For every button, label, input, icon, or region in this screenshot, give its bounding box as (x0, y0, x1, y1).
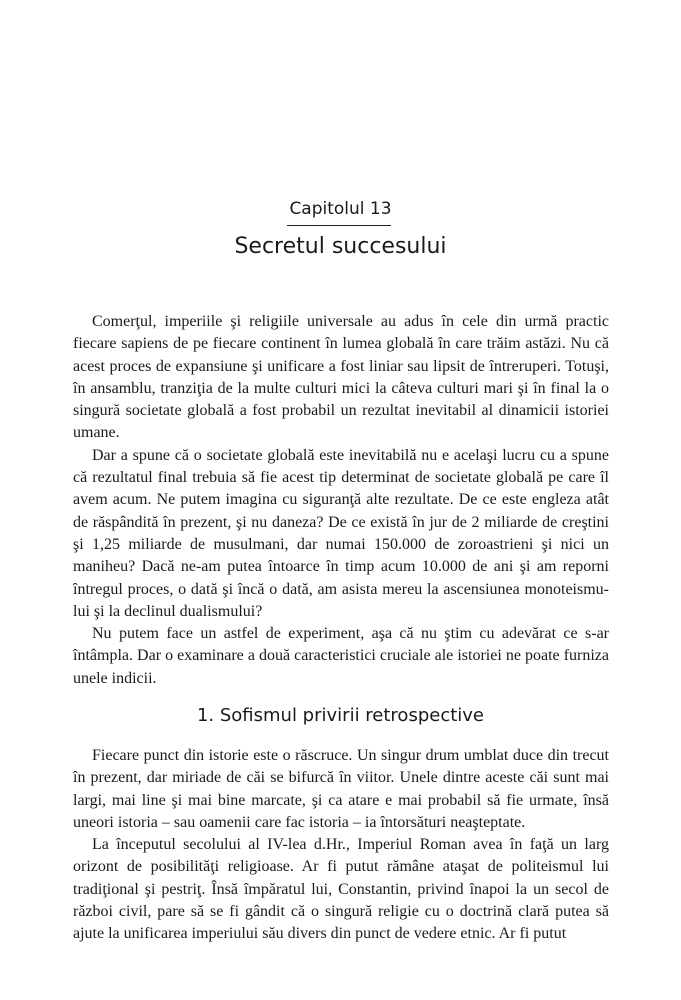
chapter-label: Capitolul 13 (289, 199, 392, 219)
section-title: 1. Sofismul privirii retrospective (196, 705, 485, 726)
chapter-title: Secretul succesului (234, 234, 447, 259)
paragraph: La începutul secolului al IV-lea d.Hr., Imperiul Roman avea în faţă un larg orizont de posibilităţi religioase. Ar fi putut rămâne ataşat de politeismul lui tradiţional şi pestriţ. Însă împăratul lui, Constantin, privind înapoi la un secol de război civil, pare să se fi gândit că o singură religie cu o doctrină clară putea să ajute la unificarea imperiului său divers din punct de vedere etnic. Ar fi putut (73, 836, 609, 943)
paragraph: Comerţul, imperiile şi religiile universale au adus în cele din urmă practic fiecare sapiens de pe fiecare continent în lumea globală în care trăim astăzi. Nu că acest proces de expansiune şi unificare a fost liniar sau lipsit de întreruperi. Totuşi, în ansamblu, tranziţia de la multe culturi mici la câteva culturi mari şi în final la o singură societate globală a fost probabil un rezultat inevitabil al dinamicii istoriei umane. (73, 313, 609, 442)
paragraph: Nu putem face un astfel de experiment, aşa că nu ştim cu adevărat ce s-ar întâmpla. Dar o examinare a două caracteristici cruciale ale istoriei ne poate furniza unele indicii. (73, 625, 609, 687)
paragraph: Fiecare punct din istorie este o răscruce. Un singur drum umblat duce din trecut în prezent, dar miriade de căi se bifurcă în viitor. Unele dintre aceste căi sunt mai largi, mai line şi mai bine marcate, şi ca atare e mai probabil să fie urmate, însă uneori istoria – sau oamenii care fac istoria – ia întorsături neaşteptate. (73, 747, 609, 831)
section-text (73, 745, 609, 946)
intro-text (73, 311, 609, 690)
paragraph: Dar a spune că o societate globală este inevitabilă nu e acelaşi lucru cu a spune că rezultatul final trebuia să fie acest tip determinat de societate globală pe care îl avem acum. Ne putem imagina cu siguranţă alte rezultate. De ce este engleza atât de răspândită în prezent, şi nu daneza? De ce există în jur de 2 miliarde de creştini şi 1,25 miliarde de musulmani, dar numai 150.000 de zoroastrieni şi nici un maniheu? Dacă ne-am putea întoarce în timp acum 10.000 de ani şi am reporni întregul proces, o dată şi încă o dată, am asista mereu la ascensiunea monoteismului şi la declinul dualismului? (73, 446, 609, 620)
chapter-divider (287, 225, 391, 226)
